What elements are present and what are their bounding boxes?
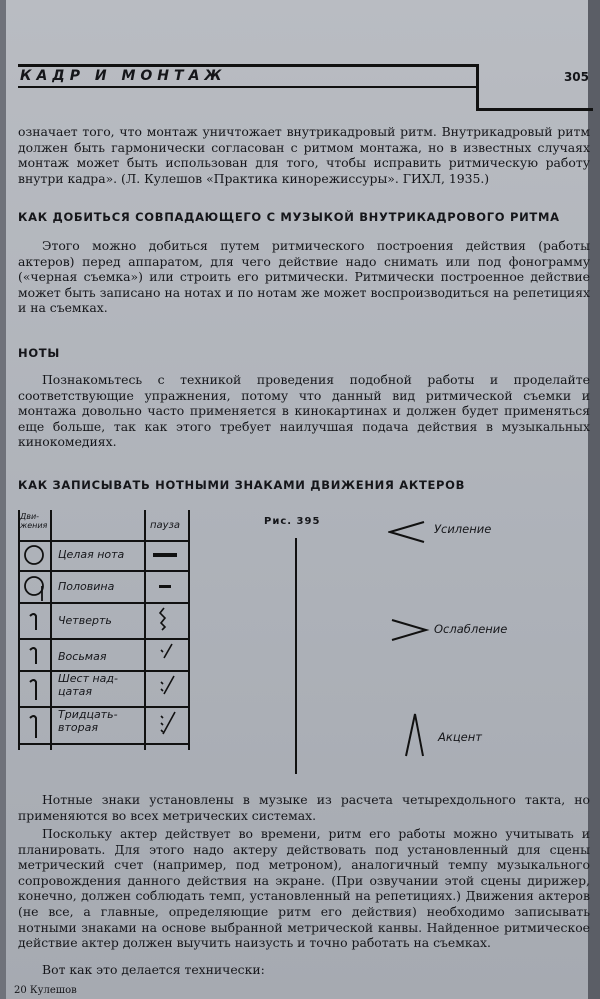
page-number: 305 [563,70,589,84]
row-label: Четверть [58,614,112,627]
row-label: Восьмая [58,650,107,663]
accent-label: Акцент [438,730,482,744]
figure-caption: Рис. 395 [264,516,321,527]
crescendo-icon [388,520,428,544]
header-rule-top [18,64,478,67]
header-title: КАДР И МОНТАЖ [20,68,227,84]
paragraph-actor-rhythm: Поскольку актер действует во времени, ритм его работы можно учитывать и планировать. Для этого надо актеру действовать под установленный для сцены метрический счет (например, под метроном), аналогичный темпу музыкального сопровождения данного действия на экране. (При озвучании этой сцены дирижер, конечно, должен соблюдать темп, установленный на репетициях.) Движения актеров (не все, а главные, определяющие ритм его действия) необходимо записывать нотными знаками на основе выбранной метрической канвы. Найденное ритмическое действие актер должен выучить наизусть и точно работать на съемках. [18,826,590,951]
row-label: Целая нота [58,548,125,561]
paragraph-quote: означает того, что монтаж уничтожает внутрикадровый ритм. Внутрикадровый ритм должен быть гармонически согласован с ритмом монтажа, но в известных случаях монтаж может быть использован для того, чтобы исправить ритмическую работу внутри кадра». (Л. Кулешов «Практика кинорежиссуры». ГИХЛ, 1935.) [18,124,590,186]
row-label: Половина [58,580,115,593]
row-label: Тридцать- вторая [58,708,118,734]
figure-395 [18,510,593,780]
section-heading-rhythm: КАК ДОБИТЬСЯ СОВПАДАЮЩЕГО С МУЗЫКОЙ ВНУТРИКАДРОВОГО РИТМА [18,210,560,224]
decrescendo-icon [390,618,430,642]
header-horizontal-bar [476,108,593,111]
row-label: Шест над- цатая [58,672,118,698]
book-page [6,0,594,999]
header-vertical-bar [476,64,479,110]
crescendo-label: Усиление [434,522,492,536]
column-header-movement: Дви- жения [20,512,48,530]
accent-icon [403,710,427,758]
column-header-pause: пауза [150,520,181,531]
paragraph-technique: Вот как это делается технически: [42,962,265,977]
decrescendo-label: Ослабление [434,622,508,636]
section-heading-notation: КАК ЗАПИСЫВАТЬ НОТНЫМИ ЗНАКАМИ ДВИЖЕНИЯ АКТЕРОВ [18,478,466,492]
section-heading-notes: НОТЫ [18,346,60,360]
header-rule-bottom [18,86,478,88]
paragraph-note-signs: Нотные знаки установлены в музыке из расчета четырехдольного такта, но применяются во всех метрических системах. [18,792,590,823]
paragraph-notes: Познакомьтесь с техникой проведения подобной работы и проделайте соответствующие упражнения, потому что данный вид ритмической съемки и монтажа довольно часто применяется в кинокартинах и должен будет применяться еще больше, так как этого требует наилучшая подача действия в музыкальных кинокомедиях. [18,372,590,450]
signature-footer: 20 Кулешов [14,985,77,996]
running-header [18,64,593,104]
paragraph-rhythm: Этого можно добиться путем ритмического построения действия (работы актеров) перед аппаратом, для чего действие надо снимать или под фонограмму («черная съемка») или строить его ритмически. Ритмически построенное действие может быть записано на нотах и по нотам же может воспроизводиться на репетициях и на съемках. [18,238,590,316]
figure-divider [295,538,297,774]
